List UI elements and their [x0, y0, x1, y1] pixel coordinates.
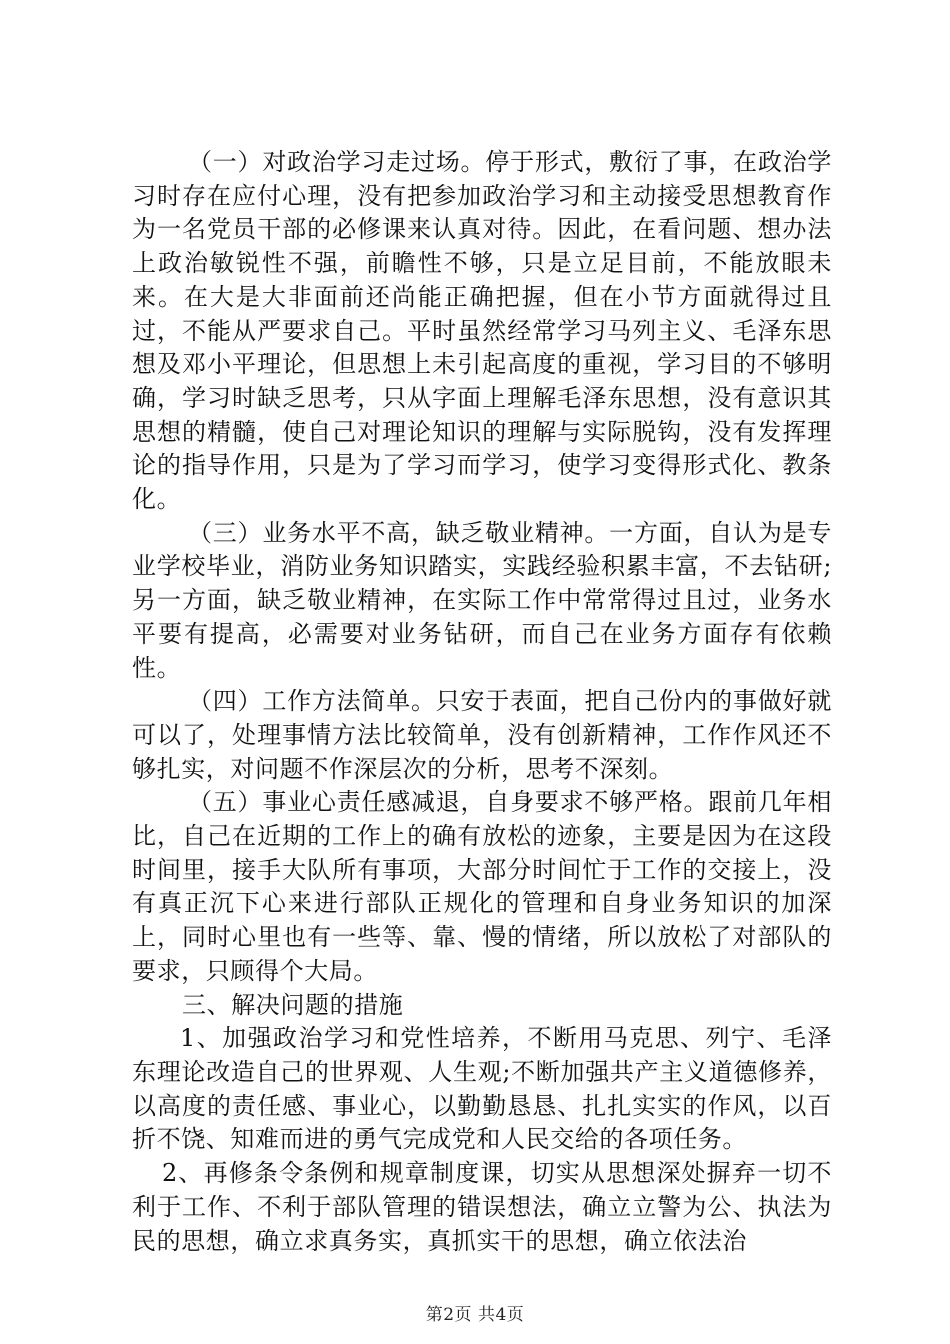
document-body	[132, 146, 832, 1258]
page-footer: 第2页 共4页	[425, 1305, 525, 1325]
paragraph-business-level: （三）业务水平不高，缺乏敬业精神。一方面，自认为是专业学校毕业，消防业务知识踏实，实践经验积累丰富，不去钻研;另一方面，缺乏敬业精神，在实际工作中常常得过且过，业务水平要有提高，必需要对业务钻研，而自己在业务方面存有依赖性。	[132, 518, 832, 682]
section-heading-measures: 三、解决问题的措施	[182, 990, 404, 1019]
paragraph-work-method: （四）工作方法简单。只安于表面，把自己份内的事做好就可以了，处理事情方法比较简单，没有创新精神，工作作风还不够扎实，对问题不作深层次的分析，思考不深刻。	[132, 687, 832, 783]
paragraph-responsibility: （五）事业心责任感减退，自身要求不够严格。跟前几年相比，自己在近期的工作上的确有放松的迹象，主要是因为在这段时间里，接手大队所有事项，大部分时间忙于工作的交接上，没有真正沉下心来进行部队正规化的管理和自身业务知识的加深上，同时心里也有一些等、靠、慢的情绪，所以放松了对部队的要求，只顾得个大局。	[132, 788, 832, 985]
paragraph-political-study: （一）对政治学习走过场。停于形式，敷衍了事，在政治学习时存在应付心理，没有把参加政治学习和主动接受思想教育作为一名党员干部的必修课来认真对待。因此，在看问题、想办法上政治敏锐性不强，前瞻性不够，只是立足目前，不能放眼未来。在大是大非面前还尚能正确把握，但在小节方面就得过且过，不能从严要求自己。平时虽然经常学习马列主义、毛泽东思想及邓小平理论，但思想上未引起高度的重视，学习目的不够明确，学习时缺乏思考，只从字面上理解毛泽东思想，没有意识其思想的精髓，使自己对理论知识的理解与实际脱钩，没有发挥理论的指导作用，只是为了学习而学习，使学习变得形式化、教条化。	[132, 148, 832, 514]
paragraph-measure-1: 1、加强政治学习和党性培养，不断用马克思、列宁、毛泽东理论改造自己的世界观、人生观;不断加强共产主义道德修养，以高度的责任感、事业心，以勤勤恳恳、扎扎实实的作风，以百折不饶、知难而进的勇气完成党和人民交给的各项任务。	[132, 1024, 832, 1154]
paragraph-measure-2: 2、再修条令条例和规章制度课，切实从思想深处摒弃一切不利于工作、不利于部队管理的错误想法，确立立警为公、执法为民的思想，确立求真务实，真抓实干的思想，确立依法治	[132, 1159, 832, 1255]
